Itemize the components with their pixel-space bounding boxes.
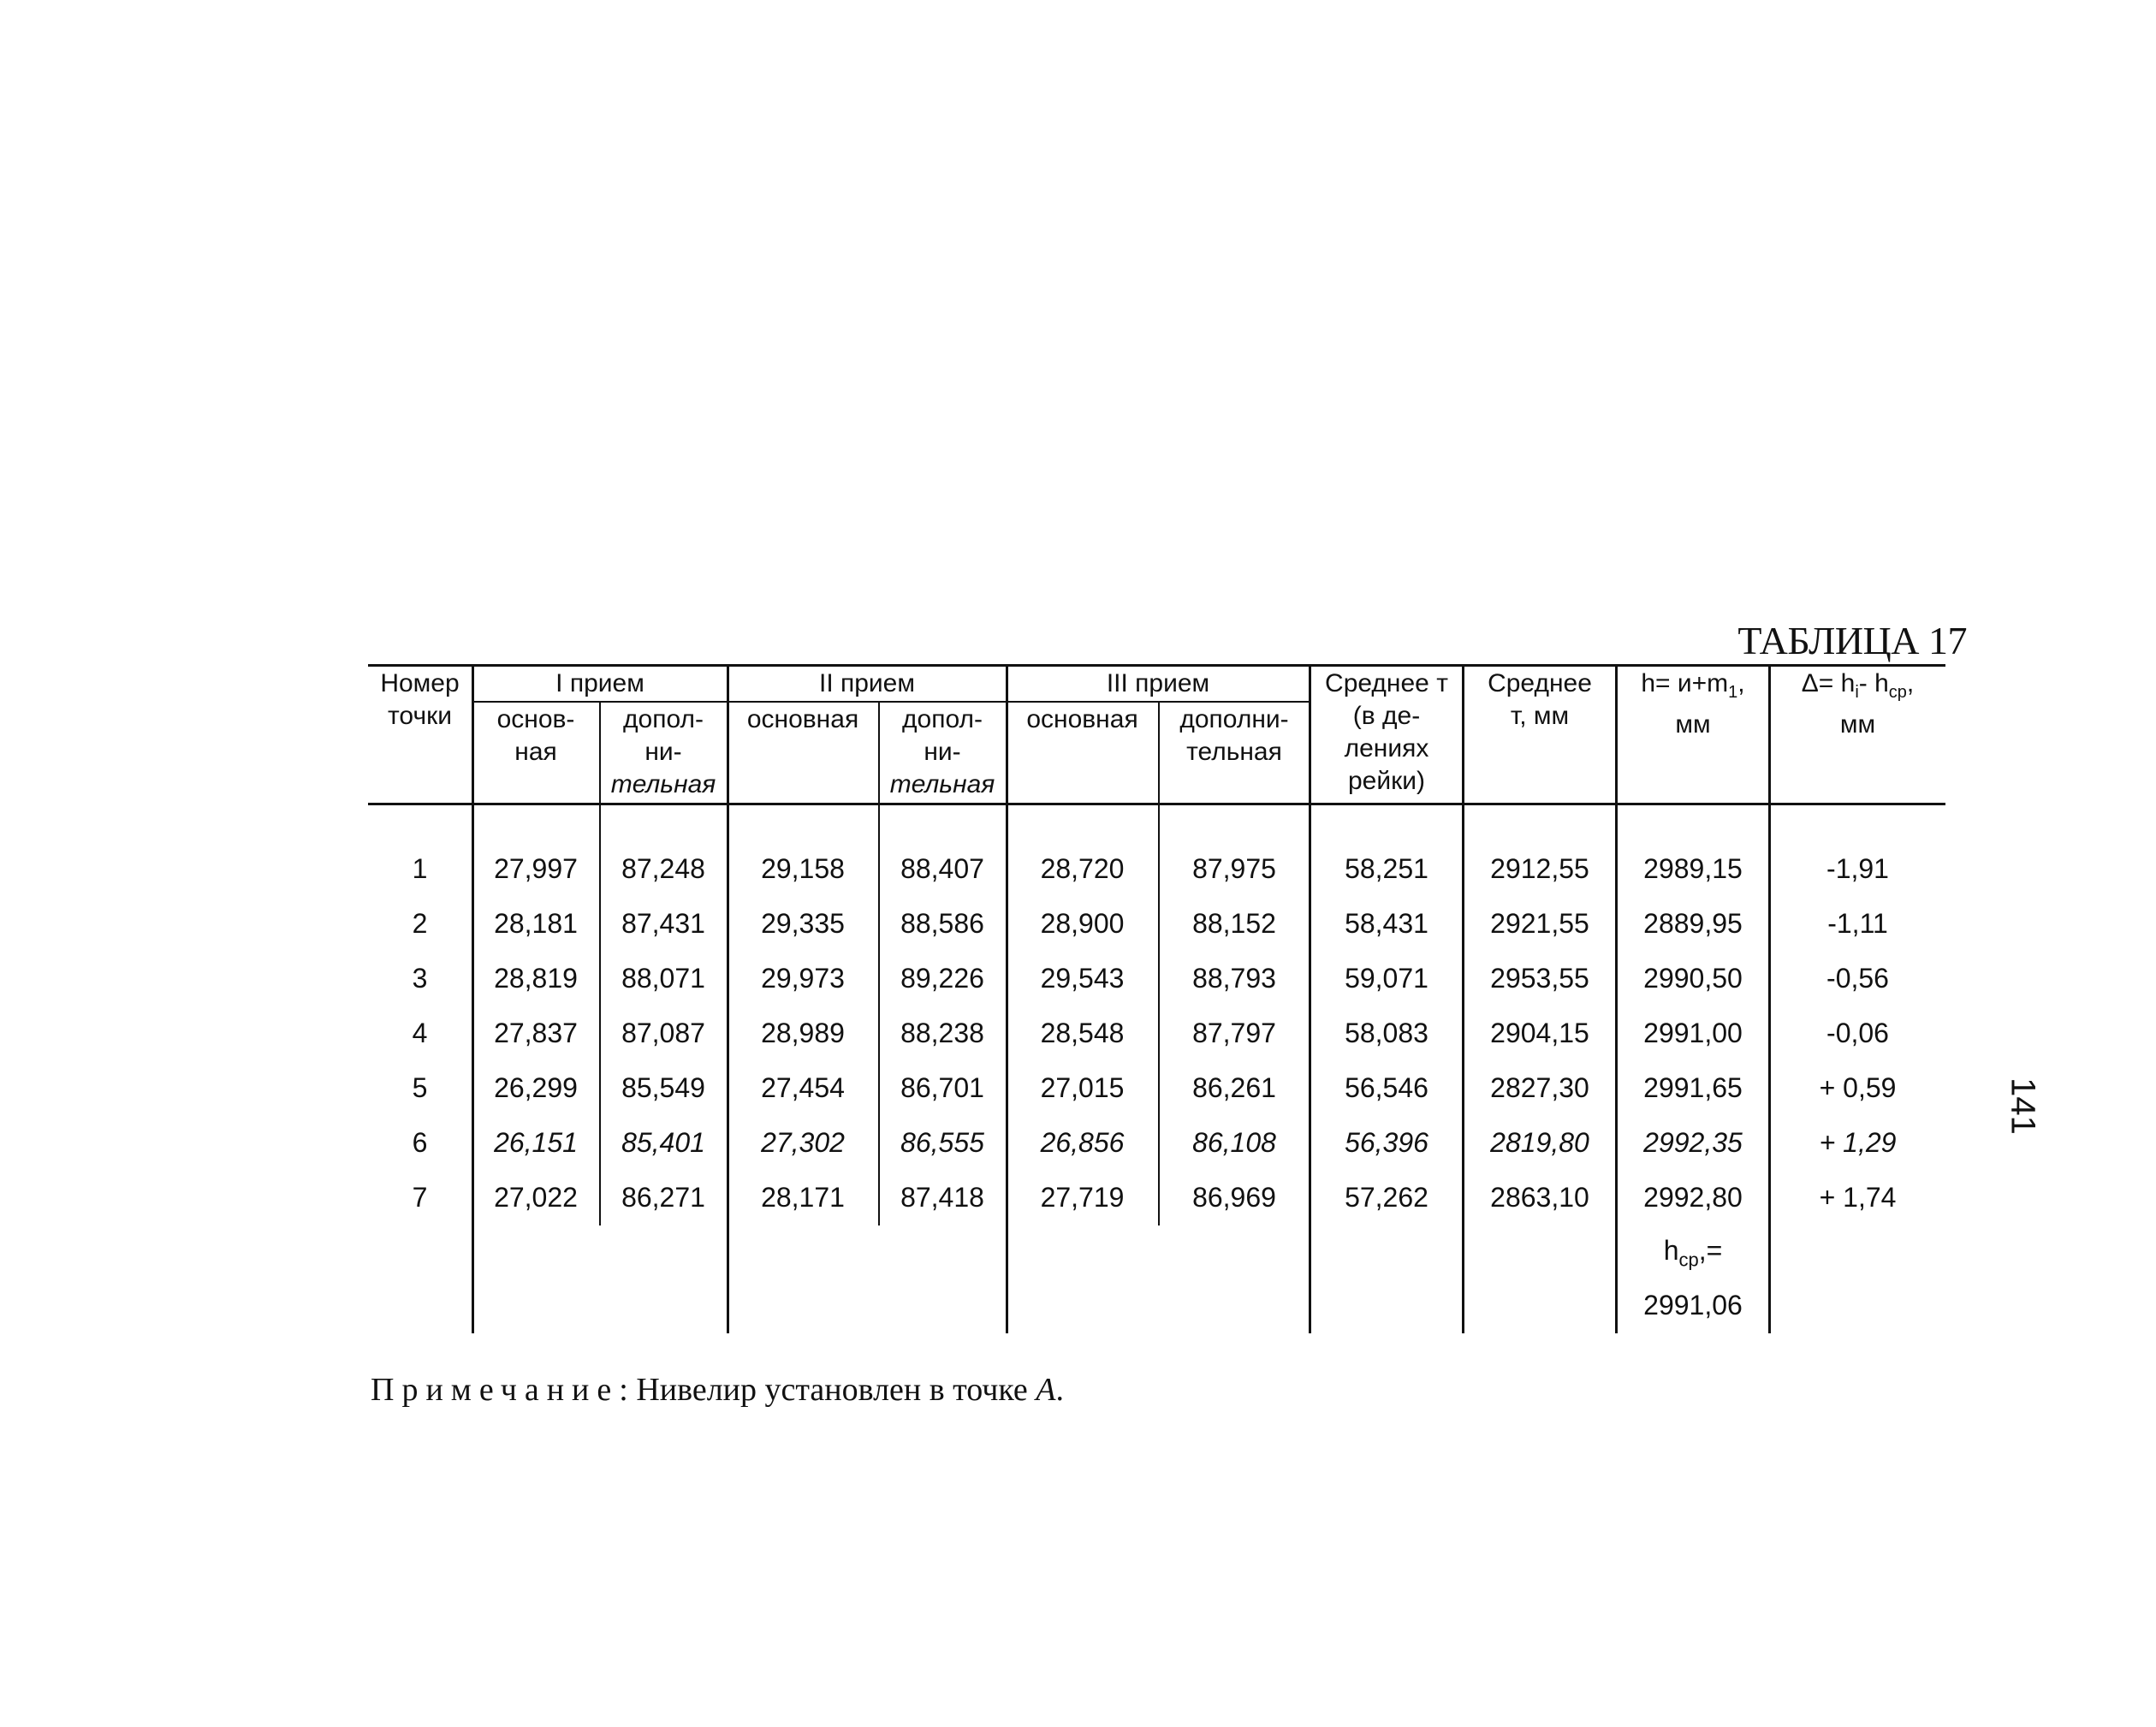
value-cell: -1,11 (1827, 908, 1888, 939)
value-cell: 58,251 (1345, 853, 1428, 884)
value-cell: 27,454 (761, 1072, 845, 1103)
value-cell: 59,071 (1345, 963, 1428, 994)
header-bottom-rule (368, 803, 1945, 805)
value-cell: 56,546 (1345, 1072, 1428, 1103)
header-group-2: II прием (818, 669, 915, 697)
note-prefix: Примечание (371, 1372, 620, 1408)
value-cell: 2990,50 (1643, 963, 1743, 994)
value-cell: 2889,95 (1643, 908, 1743, 939)
value-cell: 88,793 (1192, 963, 1276, 994)
header-delta: $\Delta= h_i-$ $h_{ср}$, мм (1801, 669, 1915, 739)
value-cell: 26,151 (494, 1127, 578, 1158)
value-cell: 2953,55 (1490, 963, 1589, 994)
value-cell: 28,181 (494, 908, 578, 939)
value-cell: 86,261 (1192, 1072, 1276, 1103)
value-cell: 2863,10 (1490, 1182, 1589, 1213)
value-cell: 86,969 (1192, 1182, 1276, 1213)
header-sub-1: основ- ная (496, 705, 575, 766)
value-cell: 27,015 (1040, 1072, 1125, 1103)
point-number-cell: 2 (412, 908, 428, 939)
header-sub-2: допол- ни- тельная (610, 705, 716, 798)
header-sub-5: основная (1026, 705, 1138, 733)
vline (1768, 666, 1771, 1333)
value-cell: + 0,59 (1819, 1072, 1897, 1103)
value-cell: 28,720 (1040, 853, 1125, 884)
value-cell: 28,548 (1040, 1018, 1125, 1048)
value-cell: 29,335 (761, 908, 845, 939)
value-cell: 27,719 (1040, 1182, 1125, 1213)
value-cell: 87,431 (621, 908, 705, 939)
point-number-cell: 4 (412, 1018, 428, 1048)
value-cell: 87,797 (1192, 1018, 1276, 1048)
value-cell: 85,549 (621, 1072, 705, 1103)
value-cell: 2912,55 (1490, 853, 1589, 884)
value-cell: 28,900 (1040, 908, 1125, 939)
value-cell: 27,837 (494, 1018, 578, 1048)
value-cell: 88,586 (900, 908, 984, 939)
header-sub-4: допол- ни- тельная (889, 705, 995, 798)
note (371, 1371, 1064, 1409)
note-text: : Нивелир установлен в точке (619, 1372, 1036, 1408)
value-cell: 86,555 (900, 1127, 984, 1158)
page-number: 141 (2004, 1077, 2042, 1135)
value-cell: 88,238 (900, 1018, 984, 1048)
note-end: . (1055, 1372, 1065, 1408)
value-cell: 2991,00 (1643, 1018, 1743, 1048)
header-mean-mm: Среднее т, мм (1488, 669, 1592, 730)
value-cell: 2827,30 (1490, 1072, 1589, 1103)
value-cell: 88,152 (1192, 908, 1276, 939)
header-mean-div: Среднее т (в де- лениях рейки) (1325, 669, 1448, 795)
header-sub-3: основная (746, 705, 859, 733)
value-cell: 27,022 (494, 1182, 578, 1213)
value-cell: 26,299 (494, 1072, 578, 1103)
value-cell: 58,431 (1345, 908, 1428, 939)
value-cell: 26,856 (1040, 1127, 1125, 1158)
value-cell: 2989,15 (1643, 853, 1743, 884)
note-point: А (1036, 1372, 1056, 1408)
value-cell: 27,302 (761, 1127, 845, 1158)
header-point: Номер точки (380, 669, 460, 730)
value-cell: 86,108 (1192, 1127, 1276, 1158)
value-cell: 86,701 (900, 1072, 984, 1103)
value-cell: 28,989 (761, 1018, 845, 1048)
point-number-cell: 1 (412, 853, 428, 884)
group-rule-2 (728, 701, 1007, 703)
vline (727, 666, 729, 1333)
table-title: ТАБЛИЦА 17 (1737, 619, 1967, 662)
summary-value: 2991,06 (1643, 1290, 1743, 1320)
value-cell: 88,071 (621, 963, 705, 994)
value-cell: -0,56 (1826, 963, 1889, 994)
value-cell: 88,407 (900, 853, 984, 884)
point-number-cell: 5 (412, 1072, 428, 1103)
value-cell: 2904,15 (1490, 1018, 1589, 1048)
value-cell: + 1,74 (1819, 1182, 1897, 1213)
value-cell: 2921,55 (1490, 908, 1589, 939)
value-cell: 2991,65 (1643, 1072, 1743, 1103)
value-cell: 86,271 (621, 1182, 705, 1213)
value-cell: 57,262 (1345, 1182, 1428, 1213)
point-number-cell: 3 (412, 963, 428, 994)
header-sub-6: дополни- тельная (1179, 705, 1289, 766)
value-cell: -1,91 (1826, 853, 1889, 884)
vline (1006, 666, 1008, 1333)
value-cell: 56,396 (1345, 1127, 1428, 1158)
header-group-1: I прием (555, 669, 644, 697)
value-cell: 85,401 (621, 1127, 705, 1158)
value-cell: 29,543 (1040, 963, 1125, 994)
header-h: $h= и+m_1$, мм (1641, 669, 1745, 739)
value-cell: 27,997 (494, 853, 578, 884)
value-cell: 29,158 (761, 853, 845, 884)
value-cell: 2992,35 (1643, 1127, 1743, 1158)
value-cell: 87,418 (900, 1182, 984, 1213)
value-cell: 28,819 (494, 963, 578, 994)
header-group-3: III прием (1106, 669, 1210, 697)
value-cell: + 1,29 (1819, 1127, 1897, 1158)
value-cell: 2992,80 (1643, 1182, 1743, 1213)
point-number-cell: 6 (412, 1127, 428, 1158)
value-cell: 87,087 (621, 1018, 705, 1048)
value-cell: 87,975 (1192, 853, 1276, 884)
value-cell: 29,973 (761, 963, 845, 994)
value-cell: 2819,80 (1490, 1127, 1589, 1158)
value-cell: 87,248 (621, 853, 705, 884)
value-cell: 28,171 (761, 1182, 845, 1213)
summary-label: $h_{ср},=$ (1663, 1235, 1723, 1271)
value-cell: 89,226 (900, 963, 984, 994)
vline (1615, 666, 1618, 1333)
value-cell: 58,083 (1345, 1018, 1428, 1048)
value-cell: -0,06 (1826, 1018, 1889, 1048)
top-rule (368, 664, 1945, 667)
point-number-cell: 7 (412, 1182, 428, 1213)
